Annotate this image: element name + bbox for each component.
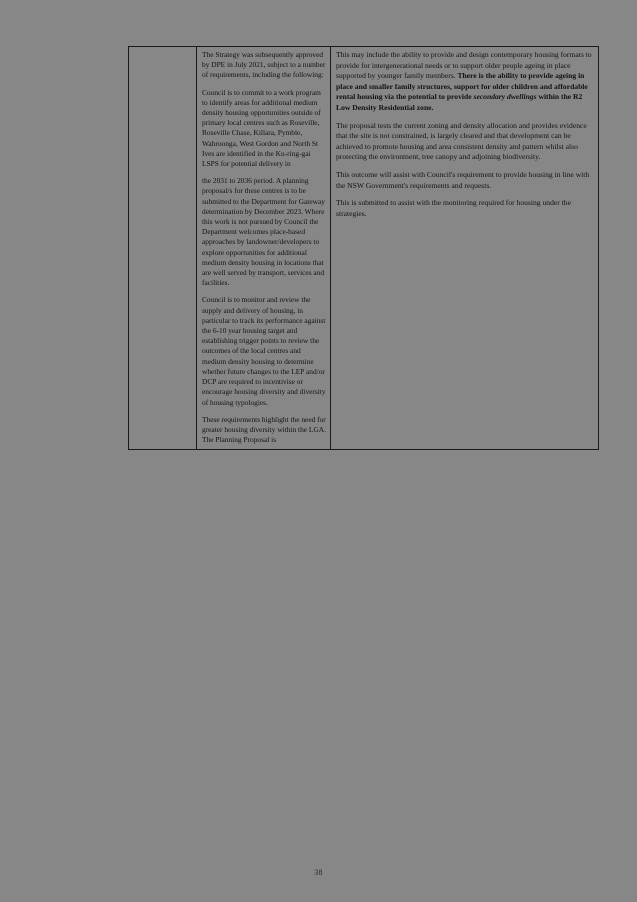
text-run: There is the ability to provide ageing in place and smaller family structures, support for older children and affordable rental housing via the potential to provide <box>336 71 588 102</box>
text-run: The proposal tests the current zoning and density allocation and provides evidence that the site is not constrained, is largely cleared and that development can be achieved to promote housing and area consistent density and pattern whilst also protecting the environment, tree canopy and adjoining biodiversity. <box>336 120 587 162</box>
response-paragraph <box>336 198 594 219</box>
text-run: This may include the ability to provide and design contemporary housing formats to provide for intergenerational needs or to support older people ageing in place supported by younger family members. <box>336 50 592 81</box>
response-paragraph <box>336 170 594 191</box>
requirement-paragraph: the 2031 to 2036 period. A planning proposal/s for these centres is to be submitted to the Department for Gateway determination by December 2023. Where this work is not pursued by Council the Department welcomes place-based approaches by landowner/developers to explore opportunities for additional medium density housing in locations that are well served by transport, services and facilities. <box>202 176 325 288</box>
response-cell-text <box>336 50 594 219</box>
text-run: This is submitted to assist with the monitoring required for housing under the strategies. <box>336 198 571 218</box>
requirement-paragraph: Council is to commit to a work program to identify areas for additional medium density housing opportunities outside of primary local centres such as Roseville, Roseville Chase, Killara, Pymble, Wahroonga, West Gordon and North St Ives are identified in the Ku-ring-gai LSPS for potential delivery in <box>202 87 321 169</box>
requirement-paragraph: These requirements highlight the need for greater housing diversity within the LGA. The Planning Proposal is <box>202 414 326 445</box>
requirements-response-table <box>128 46 599 450</box>
table-cell-reference <box>129 47 197 450</box>
table-row <box>129 47 599 450</box>
requirement-cell-text <box>202 50 326 445</box>
requirement-paragraph: Council is to monitor and review the supply and delivery of housing, in particular to track its performance against the 6-10 year housing target and establishing trigger points to review the outcomes of the local centres and medium density housing to determine whether future changes to the LEP and/or DCP are required to incentivise or encourage housing diversity and diversity of housing typologies. <box>202 295 326 407</box>
page-number: 38 <box>314 868 323 877</box>
response-paragraph <box>336 121 594 163</box>
table-cell-response <box>331 47 599 450</box>
response-paragraph <box>336 50 594 114</box>
requirement-paragraph: The Strategy was subsequently approved by DPE in July 2021, subject to a number of requirements, including the following: <box>202 50 326 80</box>
table-cell-requirement <box>197 47 331 450</box>
text-run: within the R2 Low Density Residential zone. <box>336 92 583 112</box>
text-run: secondary dwellings <box>473 92 537 102</box>
text-run: This outcome will assist with Council's requirement to provide housing in line with the NSW Government's requirements and requests. <box>336 169 590 190</box>
